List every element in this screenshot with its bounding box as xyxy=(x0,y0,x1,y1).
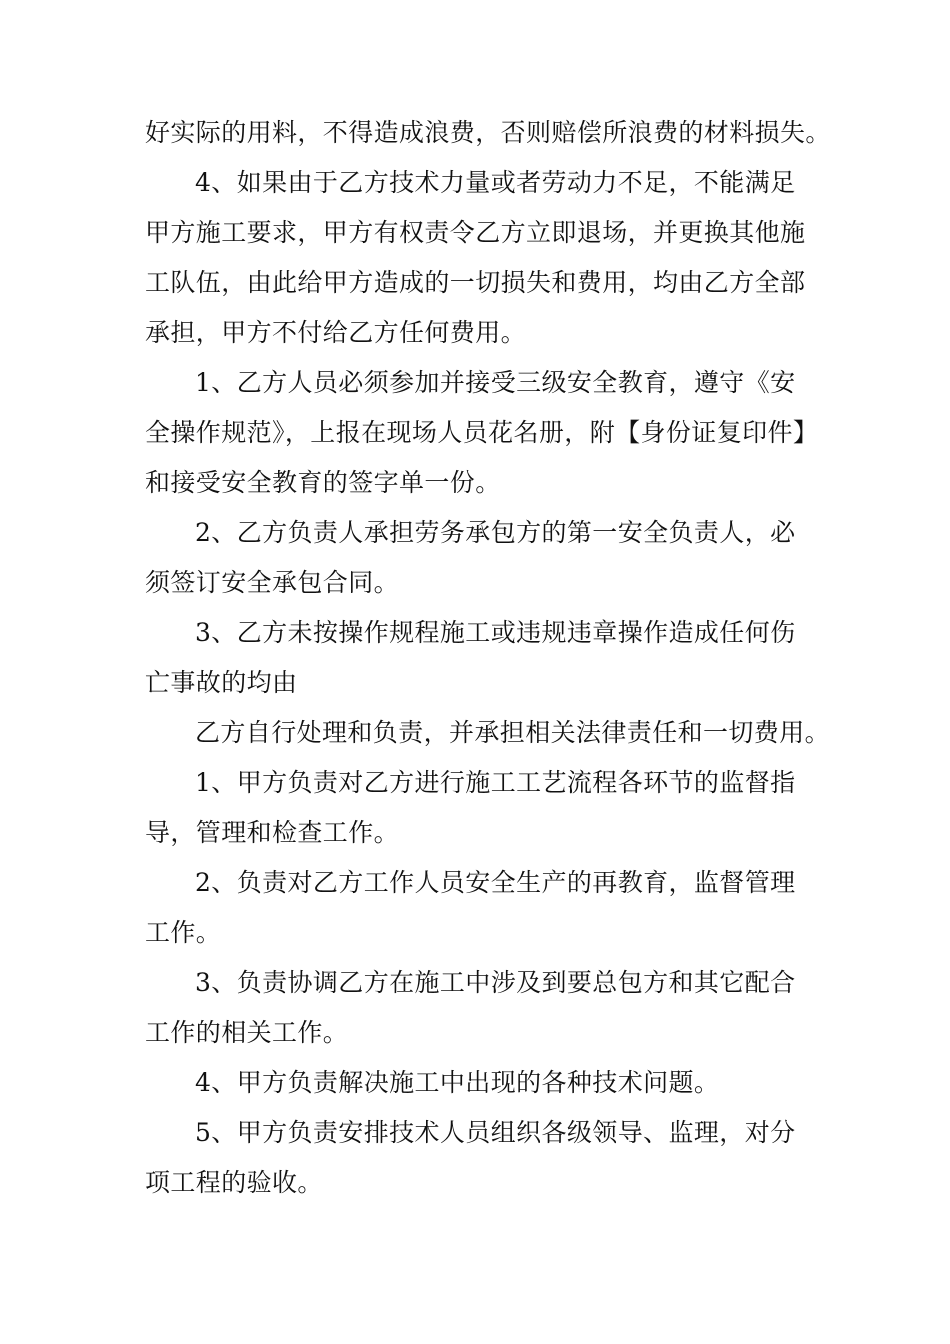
text-line: 3、乙方未按操作规程施工或违规违章操作造成任何伤 xyxy=(195,618,796,647)
text-line: 4、甲方负责解决施工中出现的各种技术问题。 xyxy=(195,1068,720,1097)
text-line: 工队伍，由此给甲方造成的一切损失和费用，均由乙方全部 xyxy=(145,268,806,297)
text-line: 1、甲方负责对乙方进行施工工艺流程各环节的监督指 xyxy=(195,768,796,797)
text-line: 5、甲方负责安排技术人员组织各级领导、监理，对分 xyxy=(195,1118,796,1147)
text-line: 项工程的验收。 xyxy=(145,1168,323,1197)
text-line: 全操作规范》，上报在现场人员花名册，附【身份证复印件】 xyxy=(145,418,819,447)
text-line: 3、负责协调乙方在施工中涉及到要总包方和其它配合 xyxy=(195,968,796,997)
text-line: 和接受安全教育的签字单一份。 xyxy=(145,468,501,497)
text-line: 工作的相关工作。 xyxy=(145,1018,349,1047)
text-line: 导，管理和检查工作。 xyxy=(145,818,400,847)
text-line: 甲方施工要求，甲方有权责令乙方立即退场，并更换其他施 xyxy=(145,218,806,247)
text-line: 乙方自行处理和负责，并承担相关法律责任和一切费用。 xyxy=(195,718,831,747)
text-line: 2、负责对乙方工作人员安全生产的再教育，监督管理 xyxy=(195,868,796,897)
text-line: 好实际的用料，不得造成浪费，否则赔偿所浪费的材料损失。 xyxy=(145,118,831,147)
text-line: 1、乙方人员必须参加并接受三级安全教育，遵守《安 xyxy=(195,368,796,397)
text-line: 须签订安全承包合同。 xyxy=(145,568,400,597)
text-line: 工作。 xyxy=(145,918,222,947)
text-line: 亡事故的均由 xyxy=(145,668,298,697)
text-line: 4、如果由于乙方技术力量或者劳动力不足，不能满足 xyxy=(195,168,796,197)
text-line: 承担，甲方不付给乙方任何费用。 xyxy=(145,318,527,347)
text-line: 2、乙方负责人承担劳务承包方的第一安全负责人，必 xyxy=(195,518,796,547)
